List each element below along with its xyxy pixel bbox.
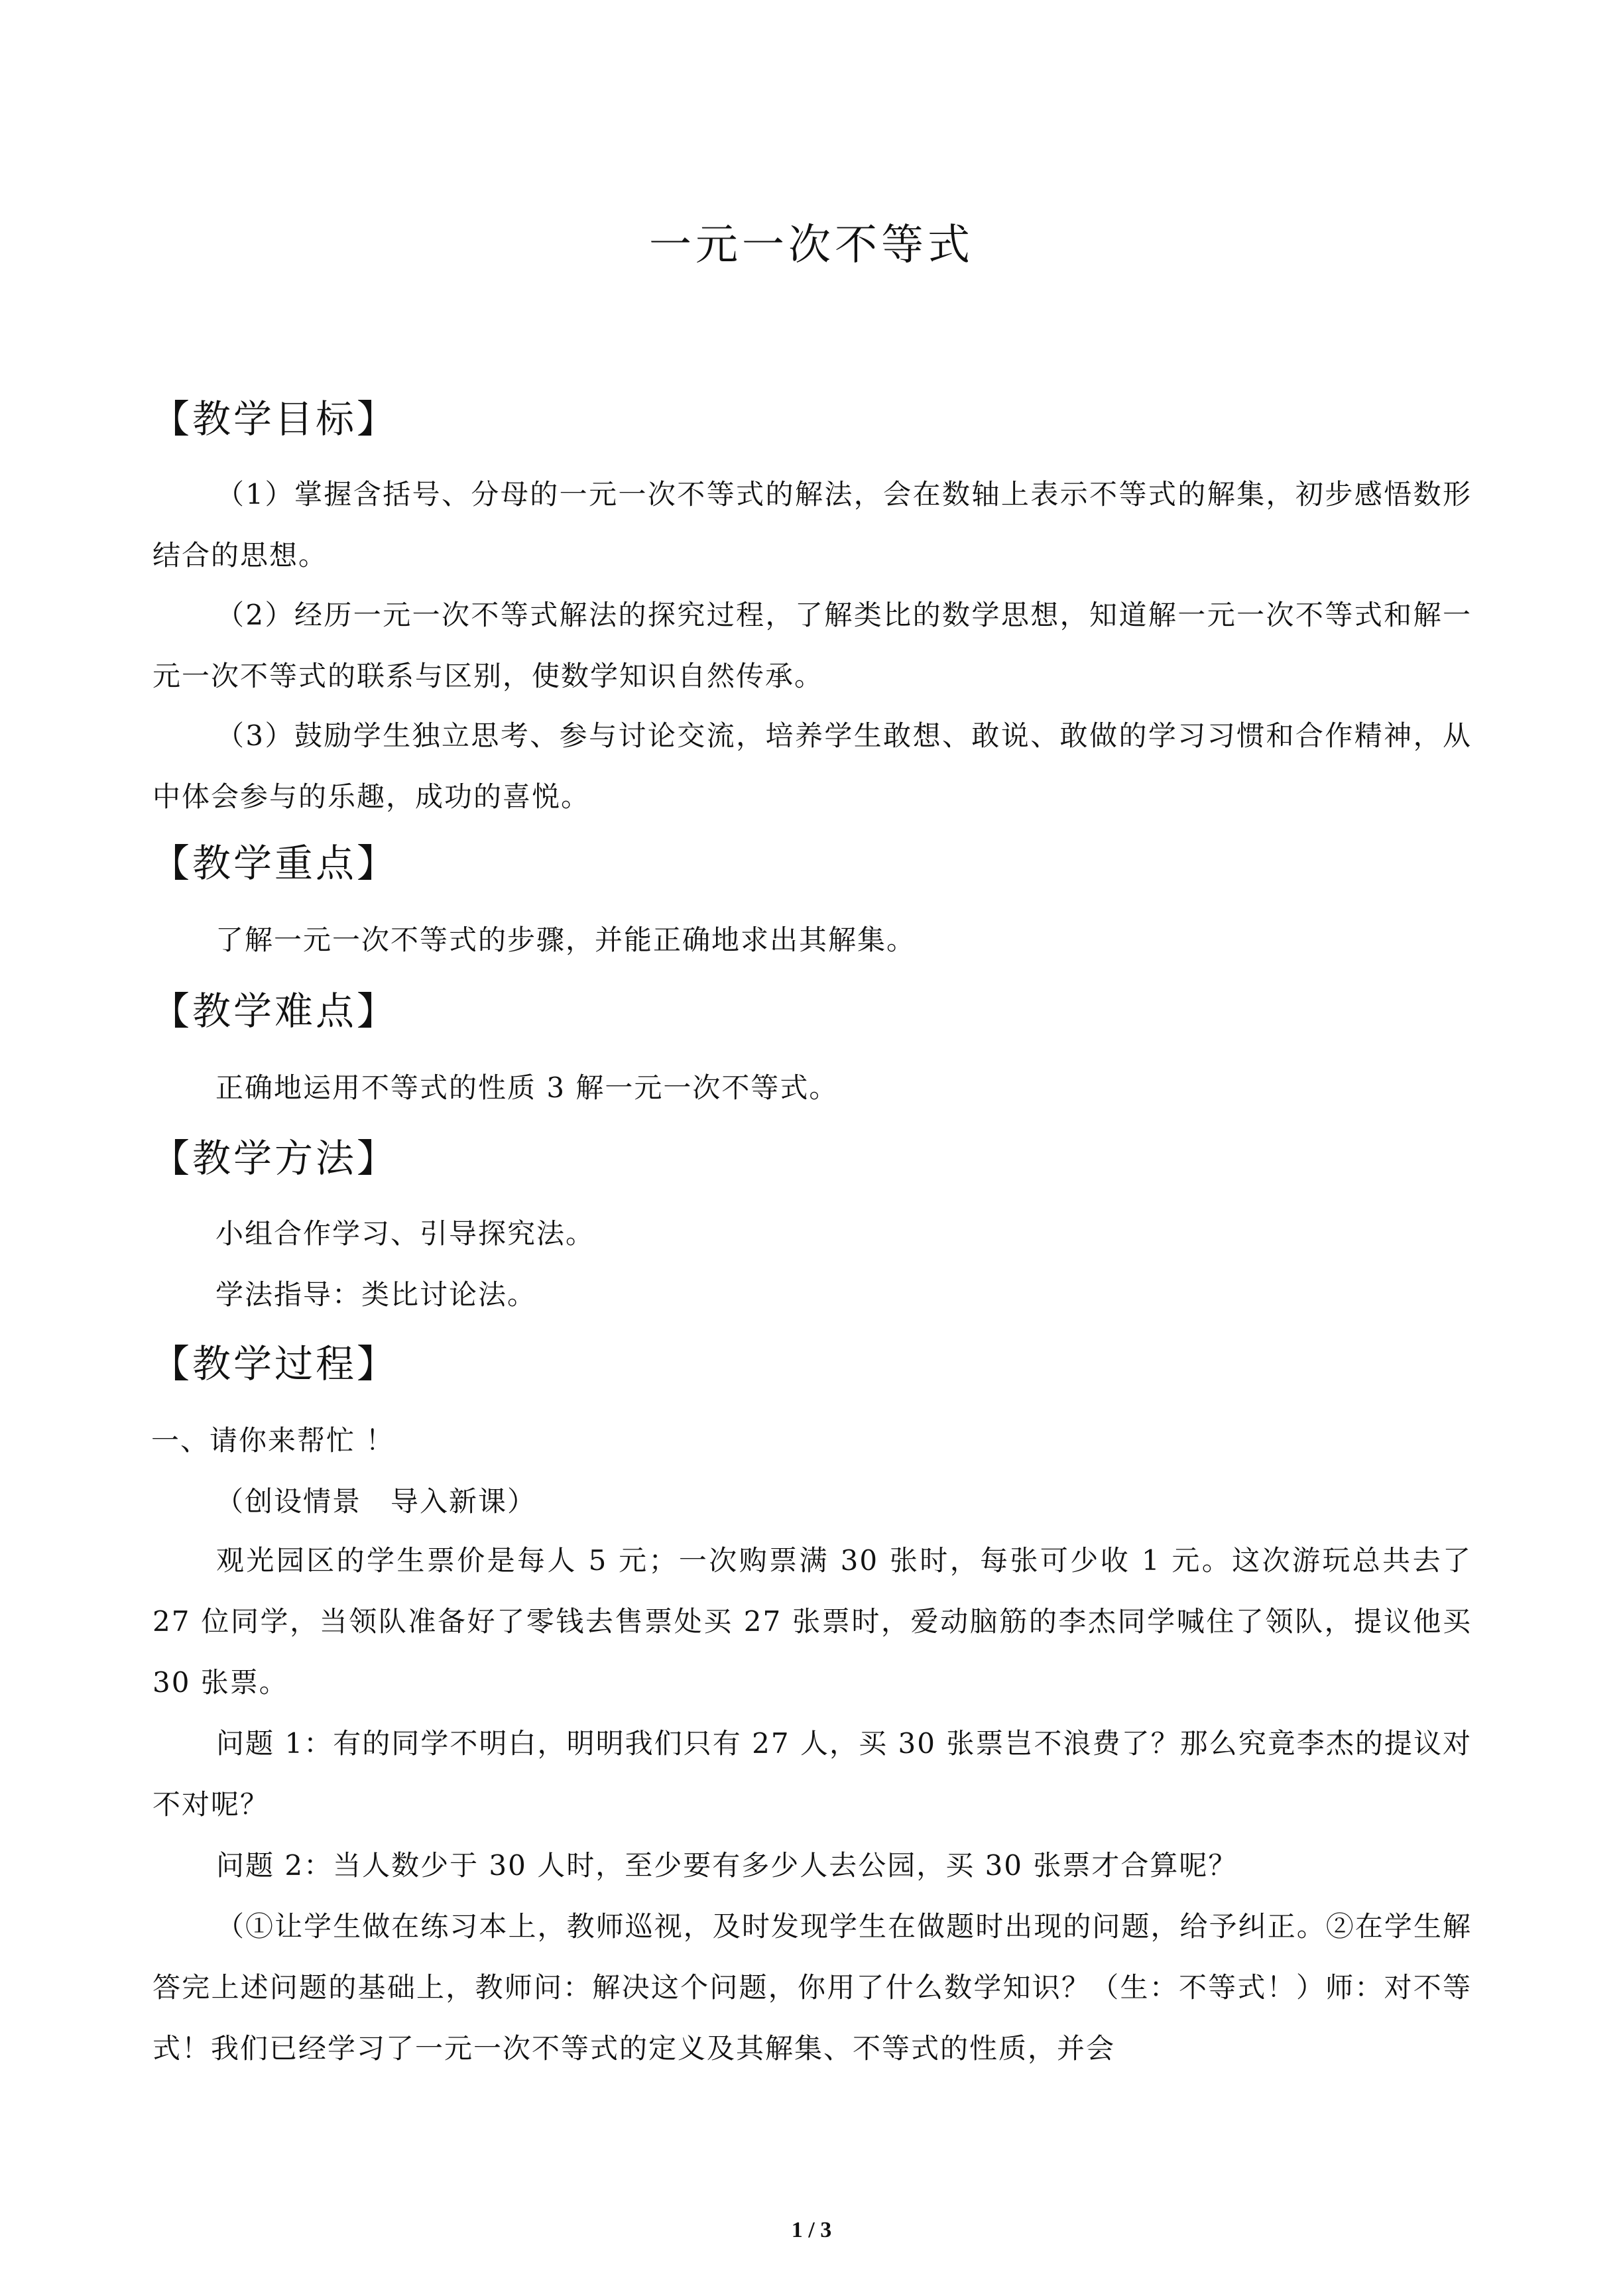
part1-title: 一、请你来帮忙 ！ (151, 1424, 395, 1457)
question-2: 问题 2：当人数少于 30 人时，至少要有多少人去公园，买 30 张票才合算呢？ (216, 1849, 1238, 1882)
heading-difficulties: 【教学难点】 (151, 989, 398, 1034)
teacher-note: （①让学生做在练习本上，教师巡视，及时发现学生在做题时出现的问题，给予纠正。②在学生解答完上述问题的基础上，教师问：解决这个问题，你用了什么数学知识？（生：不等式！）师：对不等式！我们已经学习了一元一次不等式的定义及其解集、不等式的性质，并会 (152, 1910, 1472, 2065)
methods-text: 小组合作学习、引导探究法。 (215, 1217, 595, 1250)
part1-subtitle: （创设情景 导入新课） (215, 1485, 537, 1518)
objective-item-3: （3）鼓励学生独立思考、参与讨论交流，培养学生敢想、敢说、敢做的学习习惯和合作精神，从中体会参与的乐趣，成功的喜悦。 (152, 719, 1472, 813)
objective-item-1: （1）掌握含括号、分母的一元一次不等式的解法，会在数轴上表示不等式的解集，初步感悟数形结合的思想。 (152, 478, 1472, 572)
heading-objectives: 【教学目标】 (151, 396, 398, 442)
difficulties-text: 正确地运用不等式的性质 3 解一元一次不等式。 (215, 1071, 839, 1104)
objective-item-2: （2）经历一元一次不等式解法的探究过程，了解类比的数学思想，知道解一元一次不等式和解一元一次不等式的联系与区别，使数学知识自然传承。 (152, 599, 1472, 692)
page-number: 1 / 3 (791, 2218, 832, 2242)
heading-key-points: 【教学重点】 (151, 841, 398, 886)
document-title: 一元一次不等式 (649, 221, 974, 270)
heading-methods: 【教学方法】 (151, 1136, 398, 1181)
question-1: 问题 1：有的同学不明白，明明我们只有 27 人，买 30 张票岂不浪费了？那么究竟李杰的提议对不对呢？ (152, 1727, 1472, 1821)
key-points-text: 了解一元一次不等式的步骤，并能正确地求出其解集。 (215, 924, 916, 956)
study-guide-text: 学法指导：类比讨论法。 (215, 1278, 537, 1311)
story-paragraph: 观光园区的学生票价是每人 5 元；一次购票满 30 张时，每张可少收 1 元。这次游玩总共去了 27 位同学，当领队准备好了零钱去售票处买 27 张票时，爱动脑筋的李杰同学喊住了领队，提议他买 30 张票。 (152, 1544, 1472, 1699)
heading-process: 【教学过程】 (151, 1341, 398, 1386)
